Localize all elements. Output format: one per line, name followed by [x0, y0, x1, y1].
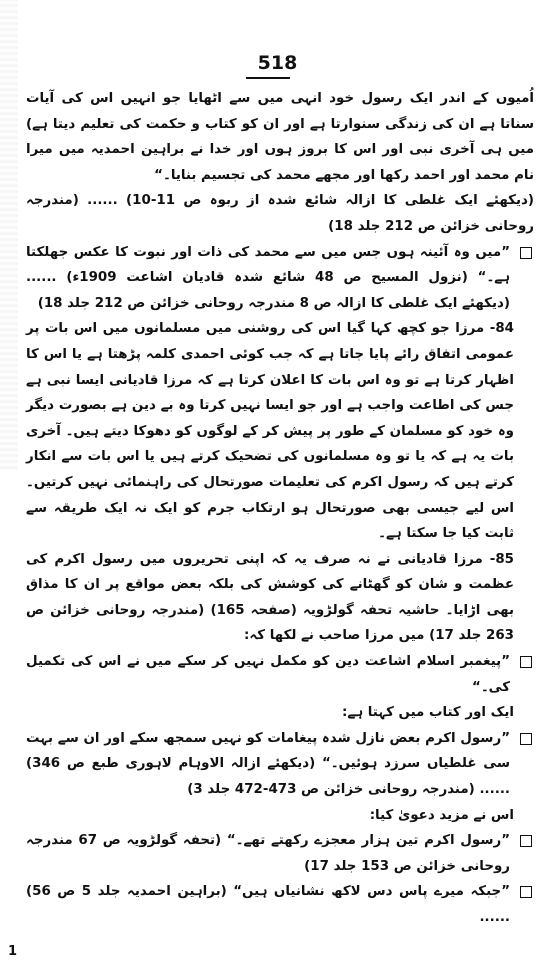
quote-text: ”میں وہ آئینہ ہوں جس میں سے محمد کی ذات اور نبوت کا عکس جھلکتا ہے۔“ (نزول المسیح ص 48 شائع شدہ قادیان اشاعت 1909ء) ...... (دیکھئے ایک غلطی کا ازالہ ص 8 مندرجہ روحانی خزائن ص 212 جلد 18) [26, 244, 510, 311]
checkbox-square-icon [520, 835, 532, 847]
quote-text: ”رسول اکرم تین ہزار معجزے رکھتے تھے۔“ (تحفہ گولڑویہ ص 67 مندرجہ روحانی خزائن ص 153 جلد 17) [26, 833, 510, 874]
page-number-underline [246, 77, 290, 79]
margin-mark: 1 [8, 944, 18, 959]
page-number: 518 [257, 52, 298, 74]
checkbox-square-icon [520, 247, 532, 259]
quote-item [26, 879, 534, 930]
paragraph-84: 84- مرزا جو کچھ کہا گیا اس کی روشنی میں مسلمانوں میں اس بات پر عمومی اتفاق رائے پایا جاتا ہے کہ جب کوئی احمدی کلمہ پڑھتا ہے یا اس کا اظہار کرتا ہے تو وہ اس بات کا اعلان کرتا ہے کہ مرزا قادیانی ایسا نبی ہے جس کی اطاعت واجب ہے اور جو ایسا نہیں کرتا وہ بے دین ہے بصورت دیگر وہ خود کو مسلمان کے طور پر پیش کر کے لوگوں کو دھوکا دیتے ہیں۔ آخری بات یہ ہے کہ یا تو وہ مسلمانوں کی تضحیک کرتے ہیں یا اس بات سے انکار کرتے ہیں کہ رسول اکرم کی تعلیمات صورتحال کی راہنمائی نہیں کرتیں۔ اس لیے جیسی بھی صورتحال ہو ارتکاب جرم کو ایک نہ ایک طریقہ سے ثابت کیا جا سکتا ہے۔ [26, 321, 514, 542]
paragraph-continuation: اُمیوں کے اندر ایک رسول خود انہی میں سے اٹھایا جو انہیں اس کی آیات سناتا ہے ان کی زندگی سنوارتا ہے اور ان کو کتاب و حکمت کی تعلیم دیتا ہے) میں ہی آخری نبی اور اس کا بروز ہوں اور خدا نے براہین احمدیہ میں میرا نام محمد اور احمد رکھا اور مجھے محمد کی تجسیم بنایا۔“ [26, 91, 534, 183]
quote-text: ”رسول اکرم بعض نازل شدہ پیغامات کو نہیں سمجھ سکے اور ان سے بہت سی غلطیاں سرزد ہوئیں۔“ (دیکھئے ازالہ الاوہام لاہوری طبع ص 346) ...... (مندرجہ روحانی خزائن ص 473-472 جلد 3) [26, 730, 510, 798]
citation-paragraph: (دیکھئے ایک غلطی کا ازالہ شائع شدہ از ربوہ ص 11-10) ...... (مندرجہ روحانی خزائن ص 212 جلد 18) [26, 193, 534, 234]
intro-line: ایک اور کتاب میں کہتا ہے: [342, 705, 514, 721]
quote-item [26, 828, 534, 879]
checkbox-square-icon [520, 886, 532, 898]
intro-line: اس نے مزید دعویٰ کیا: [369, 807, 514, 823]
quote-item [26, 240, 534, 317]
quote-text: ”جبکہ میرے پاس دس لاکھ نشانیاں ہیں“ (براہین احمدیہ جلد 5 ص 56) ...... [26, 884, 510, 925]
checkbox-square-icon [520, 656, 532, 668]
quote-text: ”پیغمبر اسلام اشاعت دین کو مکمل نہیں کر سکے میں نے اس کی تکمیل کی۔“ [26, 654, 510, 695]
checkbox-square-icon [520, 733, 532, 745]
quote-item [26, 649, 534, 700]
paragraph-85: 85- مرزا قادیانی نے نہ صرف یہ کہ اپنی تحریروں میں رسول اکرم کی عظمت و شان کو گھٹانے کی کوشش کی بلکہ بعض مواقع پر ان کا مذاق بھی اڑایا۔ حاشیہ تحفہ گولڑویہ (صفحہ 165) (مندرجہ روحانی خزائن ص 263 جلد 17) میں مرزا صاحب نے لکھا کہ: [26, 551, 514, 644]
quote-item [26, 726, 534, 803]
document-body [26, 86, 534, 931]
